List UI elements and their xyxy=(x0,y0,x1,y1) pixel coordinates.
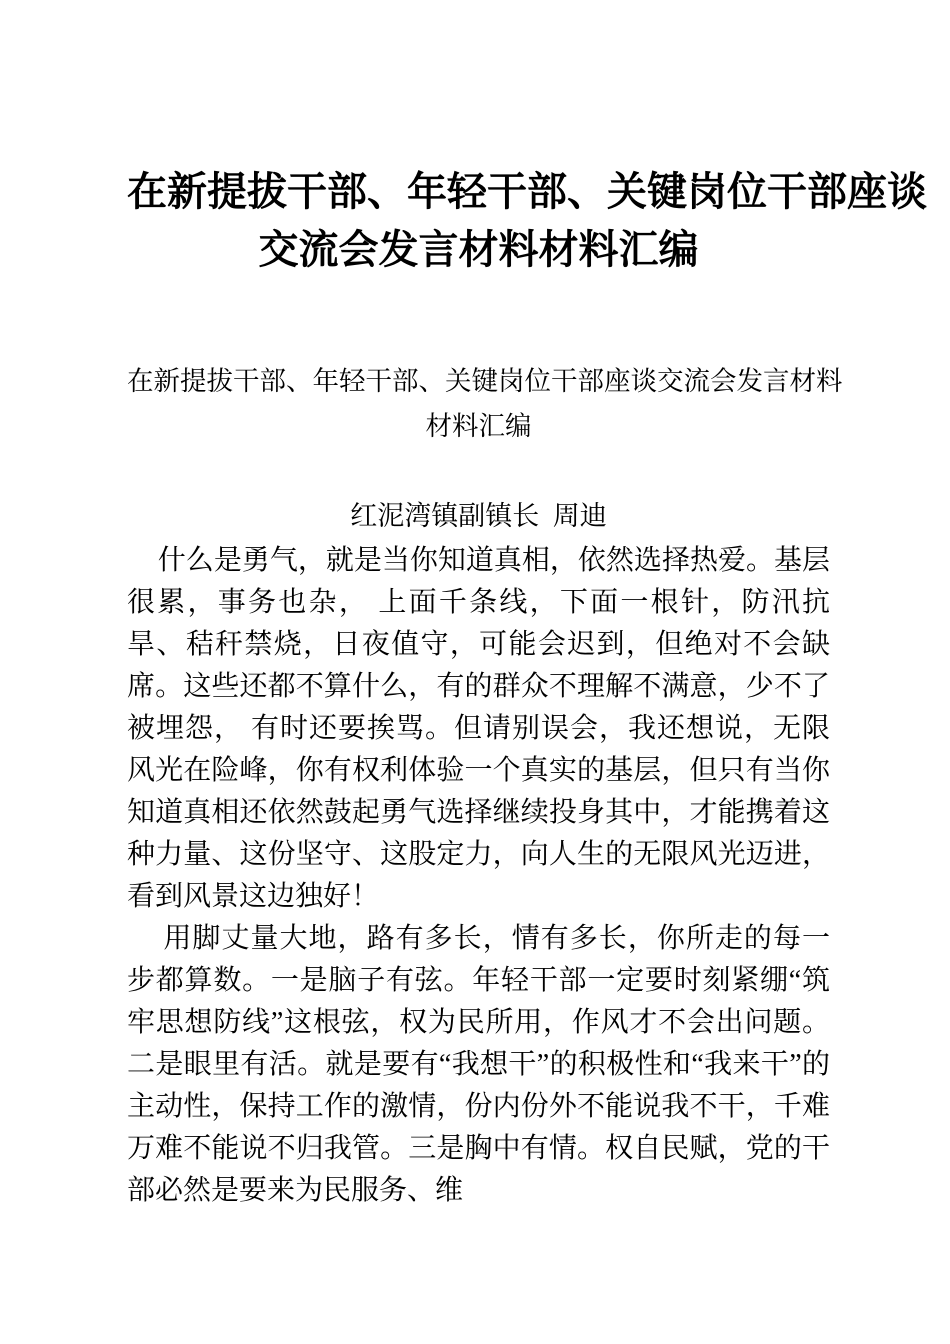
document-subtitle xyxy=(127,279,843,449)
page-title-line-2: 交流会发言材料材料汇编 xyxy=(258,228,699,272)
document-body xyxy=(127,537,830,1212)
body-paragraph-2: 用脚丈量大地，路有多长，情有多长，你所走的每一步都算数。一是脑子有弦。年轻干部一定要时刻紧绷“筑牢思想防线”这根弦，权为民所用，作风才不会出问题。二是眼里有活。就是要有“我想干”的积极性和“我来干”的主动性，保持工作的激情，份内份外不能说我不干，千难万难不能说不归我管。三是胸中有情。权自民赋，党的干部必然是要来为民服务、维 xyxy=(127,923,830,1206)
document-subtitle-line-1: 在新提拔干部、年轻干部、关键岗位干部座谈交流会发言材料 xyxy=(127,366,843,396)
page-title-line-1: 在新提拔干部、年轻干部、关键岗位干部座谈 xyxy=(127,170,927,214)
page-title xyxy=(127,0,927,279)
document-content-column xyxy=(127,0,927,1212)
author-byline: 红泥湾镇副镇长 周迪 xyxy=(350,501,607,531)
body-paragraph-1: 什么是勇气，就是当你知道真相，依然选择热爱。基层很累，事务也杂， 上面千条线，下面一根针，防汛抗旱、秸秆禁烧，日夜值守，可能会迟到，但绝对不会缺席。这些还都不算什么，有的群众不理解不满意，少不了被埋怨， 有时还要挨骂。但请别误会，我还想说，无限风光在险峰，你有权利体验一个真实的基层，但只有当你知道真相还依然鼓起勇气选择继续投身其中，才能携着这种力量、这份坚守、这股定力，向人生的无限风光迈进，看到风景这边独好！ xyxy=(127,545,830,912)
document-subtitle-line-2: 材料汇编 xyxy=(425,411,532,441)
